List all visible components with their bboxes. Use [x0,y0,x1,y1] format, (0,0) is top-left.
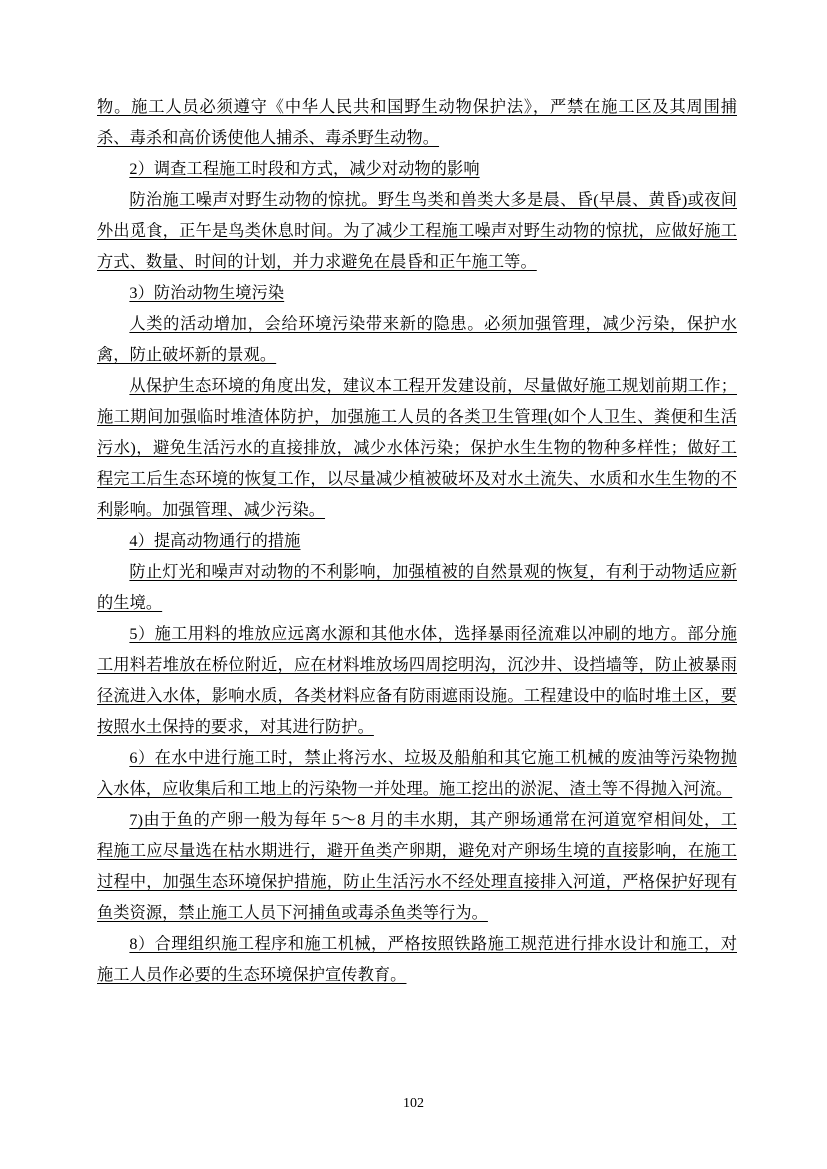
page-content [97,92,737,991]
paragraph-text: 防止灯光和噪声对动物的不利影响，加强植被的自然景观的恢复，有利于动物适应新的生境。 [97,563,737,612]
paragraph-text: 防治施工噪声对野生动物的惊扰。野生鸟类和兽类大多是晨、昏(早晨、黄昏)或夜间外出觅食，正午是鸟类休息时间。为了减少工程施工噪声对野生动物的惊扰，应做好施工方式、数量、时间的计划，并力求避免在晨昏和正午施工等。 [97,191,737,271]
paragraph-text: 5）施工用料的堆放应远离水源和其他水体，选择暴雨径流难以冲刷的地方。部分施工用料若堆放在桥位附近，应在材料堆放场四周挖明沟，沉沙井、设挡墙等，防止被暴雨径流进入水体，影响水质，各类材料应备有防雨遮雨设施。工程建设中的临时堆土区，要按照水土保持的要求，对其进行防护。 [97,625,737,736]
paragraph [97,154,737,185]
paragraph [97,805,737,929]
paragraph-text: 从保护生态环境的角度出发，建议本工程开发建设前，尽量做好施工规划前期工作；施工期间加强临时堆渣体防护，加强施工人员的各类卫生管理(如个人卫生、粪便和生活污水)，避免生活污水的直接排放，减少水体污染；保护水生生物的物种多样性；做好工程完工后生态环境的恢复工作，以尽量减少植被破坏及对水土流失、水质和水生生物的不利影响。加强管理、减少污染。 [97,377,737,519]
paragraph-text: 人类的活动增加，会给环境污染带来新的隐患。必须加强管理，减少污染，保护水禽，防止破坏新的景观。 [97,315,737,364]
paragraph-text: 7)由于鱼的产卵一般为每年 5～8 月的丰水期，其产卵场通常在河道宽窄相间处，工程施工应尽量选在枯水期进行，避开鱼类产卵期，避免对产卵场生境的直接影响，在施工过程中，加强生态环境保护措施，防止生活污水不经处理直接排入河道，严格保护好现有鱼类资源，禁止施工人员下河捕鱼或毒杀鱼类等行为。 [97,811,737,922]
paragraph-text: 物。施工人员必须遵守《中华人民共和国野生动物保护法》，严禁在施工区及其周围捕杀、毒杀和高价诱使他人捕杀、毒杀野生动物。 [97,98,737,147]
paragraph-text: 2）调查工程施工时段和方式，减少对动物的影响 [129,160,480,178]
paragraph [97,526,737,557]
paragraph [97,278,737,309]
paragraph [97,185,737,278]
paragraph-text: 6）在水中进行施工时，禁止将污水、垃圾及船舶和其它施工机械的废油等污染物抛入水体，应收集后和工地上的污染物一并处理。施工挖出的淤泥、渣土等不得抛入河流。 [97,749,737,798]
paragraph [97,371,737,526]
paragraph [97,309,737,371]
paragraph [97,92,737,154]
paragraph-text: 3）防治动物生境污染 [129,284,285,302]
paragraph [97,619,737,743]
paragraph [97,743,737,805]
paragraph-text: 8）合理组织施工程序和施工机械，严格按照铁路施工规范进行排水设计和施工，对施工人员作必要的生态环境保护宣传教育。 [97,935,737,984]
paragraph-text: 4）提高动物通行的措施 [129,532,301,550]
paragraph [97,929,737,991]
paragraph [97,557,737,619]
page-number: 102 [403,1096,424,1111]
